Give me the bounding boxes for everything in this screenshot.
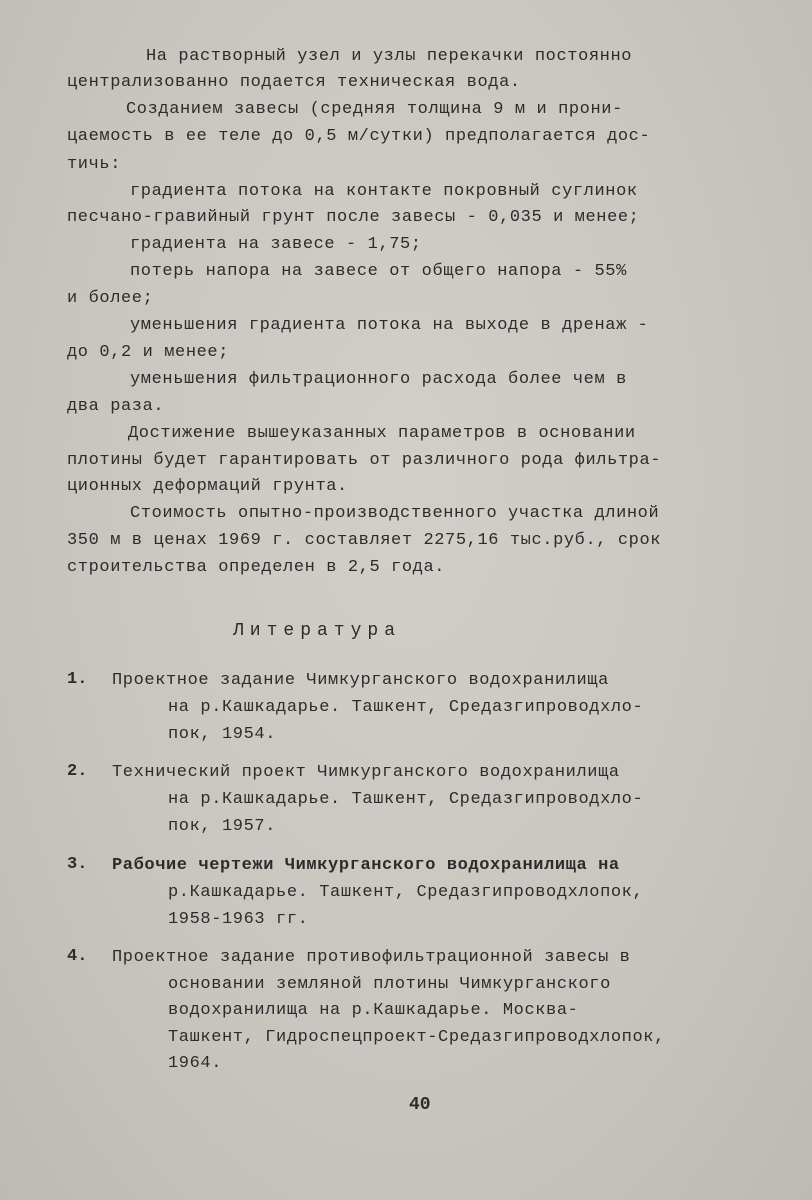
body-line: песчано-гравийный грунт после завесы - 0,035 и менее; [67,208,640,227]
reference-line: Проектное задание противофильтрационной завесы в [112,948,631,967]
body-line: тичь: [67,155,122,174]
reference-line: пок, 1957. [168,817,277,836]
body-line: до 0,2 и менее; [67,343,230,362]
reference-line: р.Кашкадарье. Ташкент, Средазгипроводхлопок, [168,883,644,902]
body-line: ционных деформаций грунта. [67,477,348,496]
reference-line: основании земляной плотины Чимкурганского [168,975,611,994]
body-line: два раза. [67,397,165,416]
body-line: цаемость в ее теле до 0,5 м/сутки) предполагается дос- [67,127,651,146]
reference-line: Ташкент, Гидроспецпроект-Средазгипроводхлопок, [168,1028,665,1047]
body-line: централизованно подается техническая вода. [67,73,521,92]
body-line: Созданием завесы (средняя толщина 9 м и прони- [126,100,623,119]
body-line: уменьшения градиента потока на выходе в дренаж - [130,316,649,335]
page-number: 40 [409,1095,431,1115]
reference-line: 1958-1963 гг. [168,910,309,929]
reference-line: на р.Кашкадарье. Ташкент, Средазгипроводхло- [168,790,644,809]
reference-line: 1964. [168,1054,223,1073]
body-line: На растворный узел и узлы перекачки постоянно [146,47,633,66]
reference-number: 3. [67,855,88,874]
reference-number: 2. [67,762,88,781]
reference-line: Технический проект Чимкурганского водохранилища [112,763,620,782]
reference-line: водохранилища на р.Кашкадарье. Москва- [168,1001,579,1020]
reference-line: на р.Кашкадарье. Ташкент, Средазгипроводхло- [168,698,644,717]
reference-number: 1. [67,670,88,689]
body-line: плотины будет гарантировать от различного рода фильтра- [67,451,662,470]
reference-number: 4. [67,947,88,966]
reference-line: Проектное задание Чимкурганского водохранилища [112,671,609,690]
reference-line: пок, 1954. [168,725,277,744]
body-line: Стоимость опытно-производственного участка длиной [130,504,660,523]
literature-heading: Литература [233,621,402,641]
body-line: градиента потока на контакте покровный суглинок [130,182,638,201]
body-line: строительства определен в 2,5 года. [67,558,446,577]
reference-line: Рабочие чертежи Чимкурганского водохранилища на [112,856,620,875]
body-line: градиента на завесе - 1,75; [130,235,422,254]
body-line: Достижение вышеуказанных параметров в основании [128,424,636,443]
body-line: 350 м в ценах 1969 г. составляет 2275,16 тыс.руб., срок [67,531,662,550]
body-line: уменьшения фильтрационного расхода более чем в [130,370,627,389]
body-line: потерь напора на завесе от общего напора - 55% [130,262,627,281]
body-line: и более; [67,289,154,308]
